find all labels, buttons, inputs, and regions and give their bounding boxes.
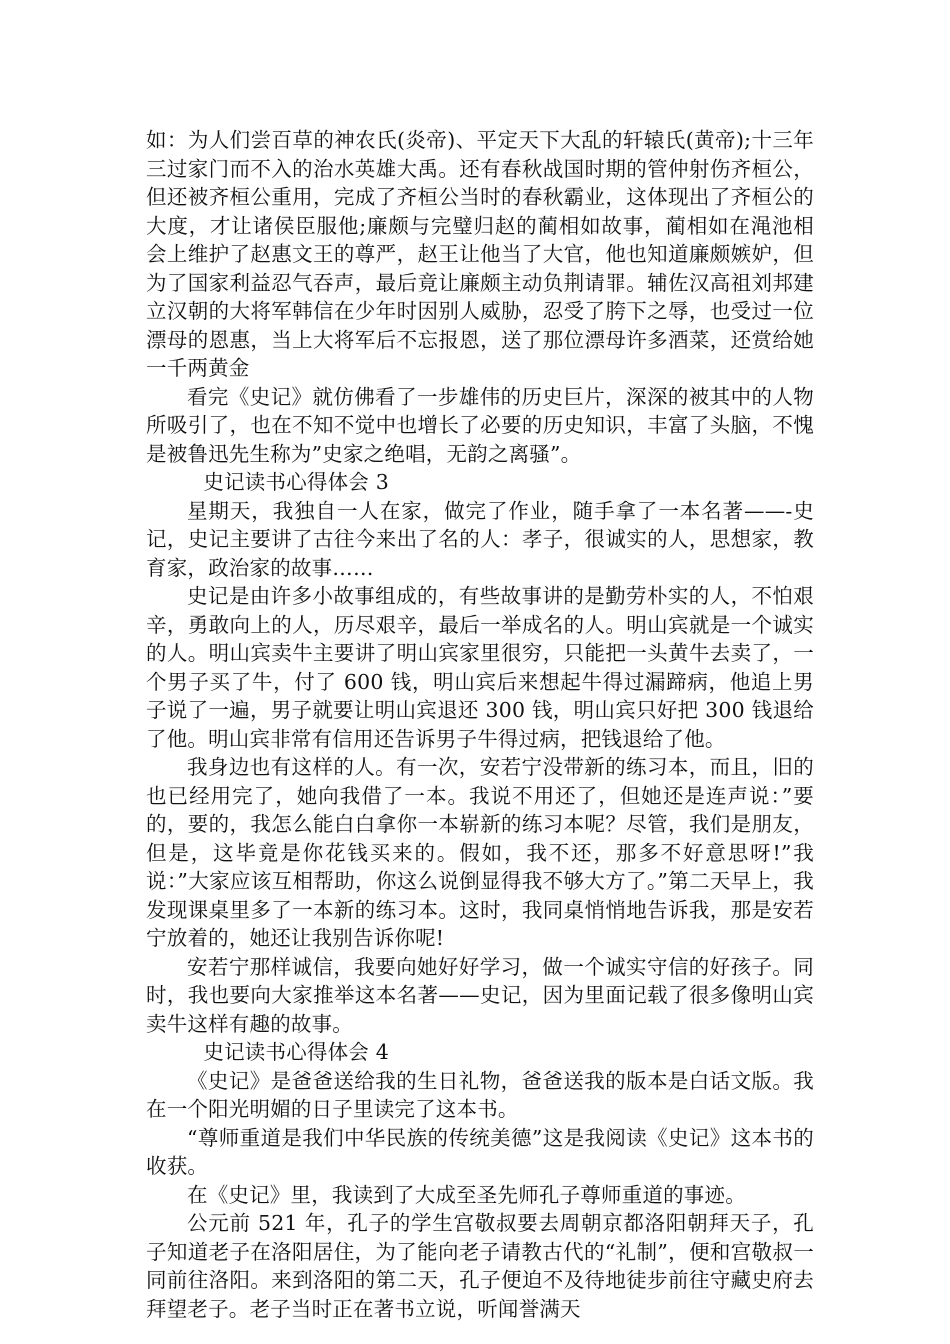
- paragraph-anruoning: 我身边也有这样的人。有一次，安若宁没带新的练习本，而且，旧的也已经用完了，她向我借了一本。我说不用还了，但她还是连声说：”要的，要的，我怎么能白白拿你一本崭新的练习本呢？尽管，我们是朋友，但是，这毕竟是你花钱买来的。假如，我不还，那多不好意思呀!”我说：”大家应该互相帮助，你这么说倒显得我不够大方了。”第二天早上，我发现课桌里多了一本新的练习本。这时，我同桌悄悄地告诉我，那是安若宁放着的，她还让我别告诉你呢!: [146, 755, 814, 950]
- paragraph-honesty: 安若宁那样诚信，我要向她好好学习，做一个诚实守信的好孩子。同时，我也要向大家推举这本名著——史记，因为里面记载了很多像明山宾卖牛这样有趣的故事。: [146, 954, 814, 1036]
- paragraph-intro-continued: 如：为人们尝百草的神农氏(炎帝)、平定天下大乱的轩辕氏(黄帝);十三年三过家门而不入的治水英雄大禹。还有春秋战国时期的管仲射伤齐桓公，但还被齐桓公重用，完成了齐桓公当时的春秋霸业，这体现出了齐桓公的大度，才让诸侯臣服他;廉颇与完璧归赵的蔺相如故事，蔺相如在渑池相会上维护了赵惠文王的尊严，赵王让他当了大官，他也知道廉颇嫉妒，但为了国家利益忍气吞声，最后竟让廉颇主动负荆请罪。辅佐汉高祖刘邦建立汉朝的大将军韩信在少年时因别人威胁，忍受了胯下之辱，也受过一位漂母的恩惠，当上大将军后不忘报恩，送了那位漂母许多酒菜，还赏给她一千两黄金: [146, 128, 814, 380]
- section-heading-4: 史记读书心得体会 4: [203, 1040, 389, 1064]
- paragraph-confucius: 在《史记》里，我读到了大成至圣先师孔子尊师重道的事迹。: [187, 1182, 746, 1207]
- paragraph-mingshanbin: 史记是由许多小故事组成的，有些故事讲的是勤劳朴实的人，不怕艰辛，勇敢向上的人，历尽艰辛，最后一举成名的人。明山宾就是一个诚实的人。明山宾卖牛主要讲了明山宾家里很穷，只能把一头黄牛去卖了，一个男子买了牛，付了 600 钱，明山宾后来想起牛得过漏蹄病，他追上男子说了一遍，男子就要让明山宾退还 300 钱，明山宾只好把 300 钱退给了他。明山宾非常有信用还告诉男子牛得过病，把钱退给了他。: [146, 584, 814, 751]
- paragraph-sunday: 星期天，我独自一人在家，做完了作业，随手拿了一本名著——-史记，史记主要讲了古往今来出了名的人：孝子，很诚实的人，思想家，教育家，政治家的故事……: [146, 498, 814, 580]
- paragraph-521bc: 公元前 521 年，孔子的学生宫敬叔要去周朝京都洛阳朝拜天子，孔子知道老子在洛阳居住，为了能向老子请教古代的“礼制”，便和宫敬叔一同前往洛阳。来到洛阳的第二天，孔子便迫不及待地徒步前往守藏史府去拜望老子。老子当时正在著书立说，听闻誉满天: [146, 1211, 814, 1321]
- section-heading-3: 史记读书心得体会 3: [203, 470, 389, 494]
- paragraph-respect-teachers: “尊师重道是我们中华民族的传统美德”这是我阅读《史记》这本书的收获。: [146, 1125, 814, 1178]
- paragraph-birthday-gift: 《史记》是爸爸送给我的生日礼物，爸爸送我的版本是白话文版。我在一个阳光明媚的日子里读完了这本书。: [146, 1068, 814, 1121]
- document-body: [146, 126, 814, 1323]
- paragraph-reflection: 看完《史记》就仿佛看了一步雄伟的历史巨片，深深的被其中的人物所吸引了，也在不知不觉中也增长了必要的历史知识，丰富了头脑，不愧是被鲁迅先生称为”史家之绝唱，无韵之离骚”。: [146, 384, 814, 466]
